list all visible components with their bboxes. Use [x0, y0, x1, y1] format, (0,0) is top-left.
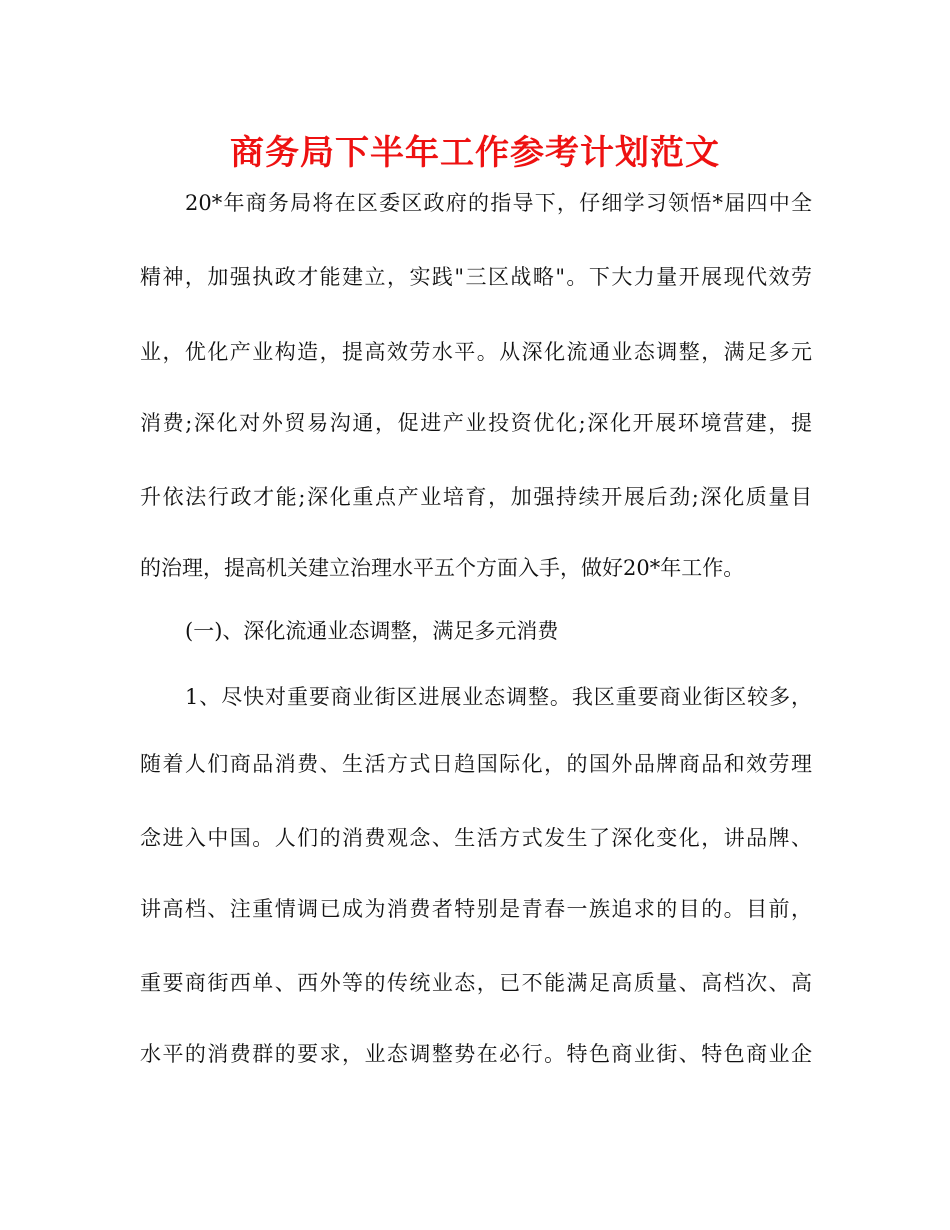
paragraph-line: 重要商街西单、西外等的传统业态，已不能满足高质量、高档次、高	[140, 971, 812, 995]
document-title: 商务局下半年工作参考计划范文	[230, 133, 720, 173]
section-heading: (一)、深化流通业态调整，满足多元消费	[185, 619, 559, 643]
paragraph-line: 升依法行政才能;深化重点产业培育，加强持续开展后劲;深化质量目	[140, 485, 812, 509]
paragraph-line: 的治理，提高机关建立治理水平五个方面入手，做好20*年工作。	[140, 556, 745, 580]
paragraph-line: 水平的消费群的要求，业态调整势在必行。特色商业街、特色商业企	[140, 1042, 812, 1066]
paragraph-line: 20*年商务局将在区委区政府的指导下，仔细学习领悟*届四中全	[185, 191, 812, 215]
paragraph-line: 消费;深化对外贸易沟通，促进产业投资优化;深化开展环境营建，提	[140, 411, 812, 435]
paragraph-line: 精神，加强执政才能建立，实践"三区战略"。下大力量开展现代效劳	[140, 265, 812, 289]
paragraph-line: 1、尽快对重要商业街区进展业态调整。我区重要商业街区较多，	[185, 685, 812, 709]
paragraph-line: 念进入中国。人们的消费观念、生活方式发生了深化变化，讲品牌、	[140, 826, 812, 850]
paragraph-line: 讲高档、注重情调已成为消费者特别是青春一族追求的目的。目前，	[140, 897, 812, 921]
paragraph-line: 业，优化产业构造，提高效劳水平。从深化流通业态调整，满足多元	[140, 340, 812, 364]
paragraph-line: 随着人们商品消费、生活方式日趋国际化，的国外品牌商品和效劳理	[140, 752, 812, 776]
